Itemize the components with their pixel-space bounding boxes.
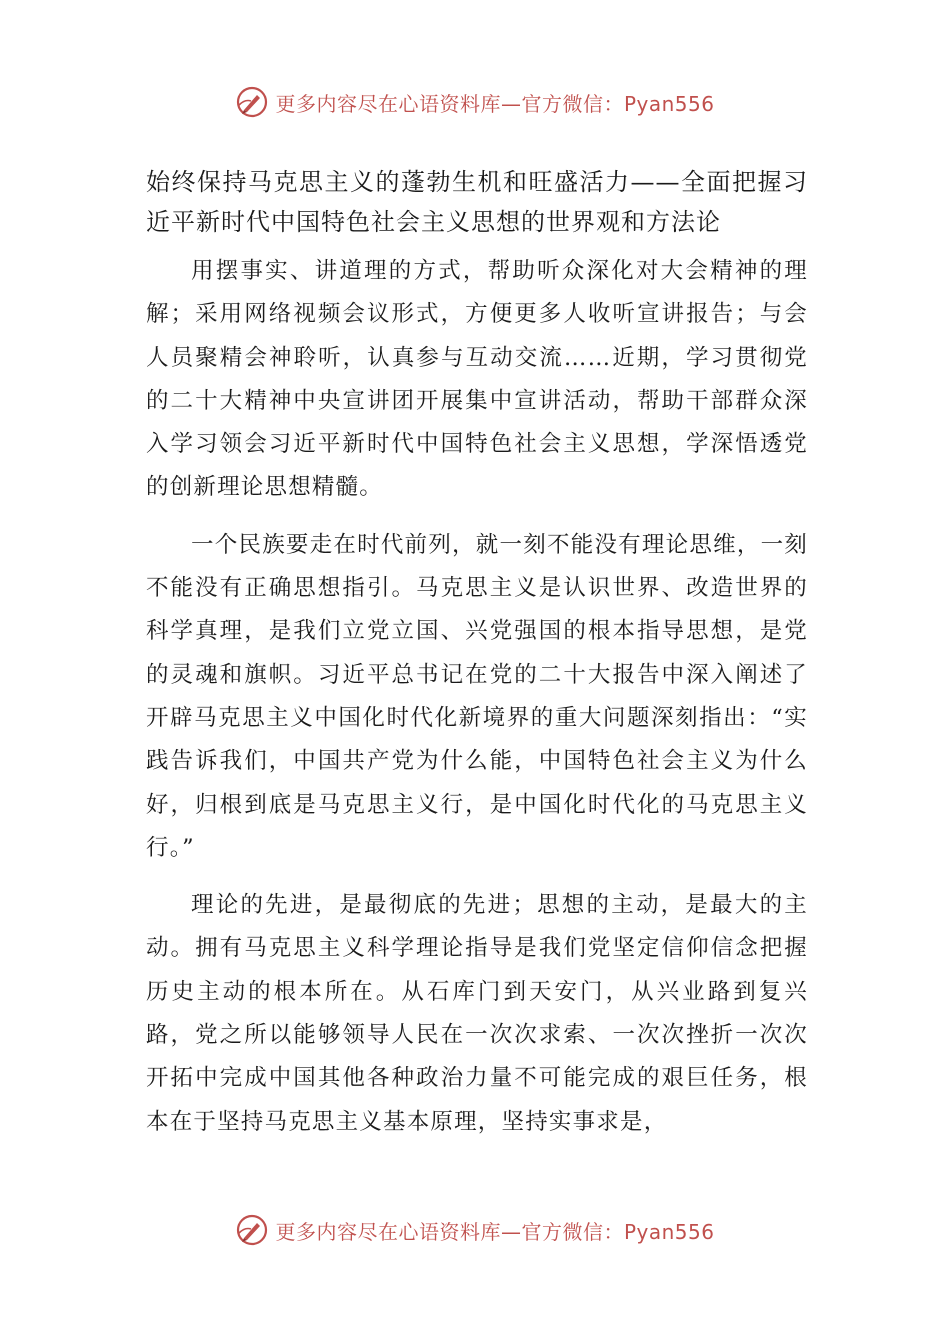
footer-banner-text: 更多内容尽在心语资料库—官方微信：Pyan556 xyxy=(275,1219,715,1244)
document-body xyxy=(146,162,808,1158)
footer-banner xyxy=(0,1210,950,1250)
pen-logo-icon xyxy=(235,1213,269,1247)
paragraph: 用摆事实、讲道理的方式，帮助听众深化对大会精神的理解；采用网络视频会议形式，方便更多人收听宣讲报告；与会人员聚精会神聆听，认真参与互动交流……近期，学习贯彻党的二十大精神中央宣讲团开展集中宣讲活动，帮助干部群众深入学习领会习近平新时代中国特色社会主义思想，学深悟透党的创新理论思想精髓。 xyxy=(146,258,808,501)
pen-logo-icon xyxy=(235,85,269,119)
header-banner xyxy=(0,82,950,122)
paragraph: 理论的先进，是最彻底的先进；思想的主动，是最大的主动。拥有马克思主义科学理论指导是我们党坚定信仰信念把握历史主动的根本所在。从石库门到天安门，从兴业路到复兴路，党之所以能够领导人民在一次次求索、一次次挫折一次次开拓中完成中国其他各种政治力量不可能完成的艰巨任务，根本在于坚持马克思主义基本原理，坚持实事求是， xyxy=(146,892,808,1135)
header-banner-text: 更多内容尽在心语资料库—官方微信：Pyan556 xyxy=(275,91,715,116)
document-title: 始终保持马克思主义的蓬勃生机和旺盛活力——全面把握习近平新时代中国特色社会主义思想的世界观和方法论 xyxy=(146,168,808,236)
paragraph: 一个民族要走在时代前列，就一刻不能没有理论思维，一刻不能没有正确思想指引。马克思主义是认识世界、改造世界的科学真理，是我们立党立国、兴党强国的根本指导思想，是党的灵魂和旗帜。习近平总书记在党的二十大报告中深入阐述了开辟马克思主义中国化时代化新境界的重大问题深刻指出：“实践告诉我们，中国共产党为什么能，中国特色社会主义为什么好，归根到底是马克思主义行，是中国化时代化的马克思主义行。” xyxy=(146,531,808,861)
